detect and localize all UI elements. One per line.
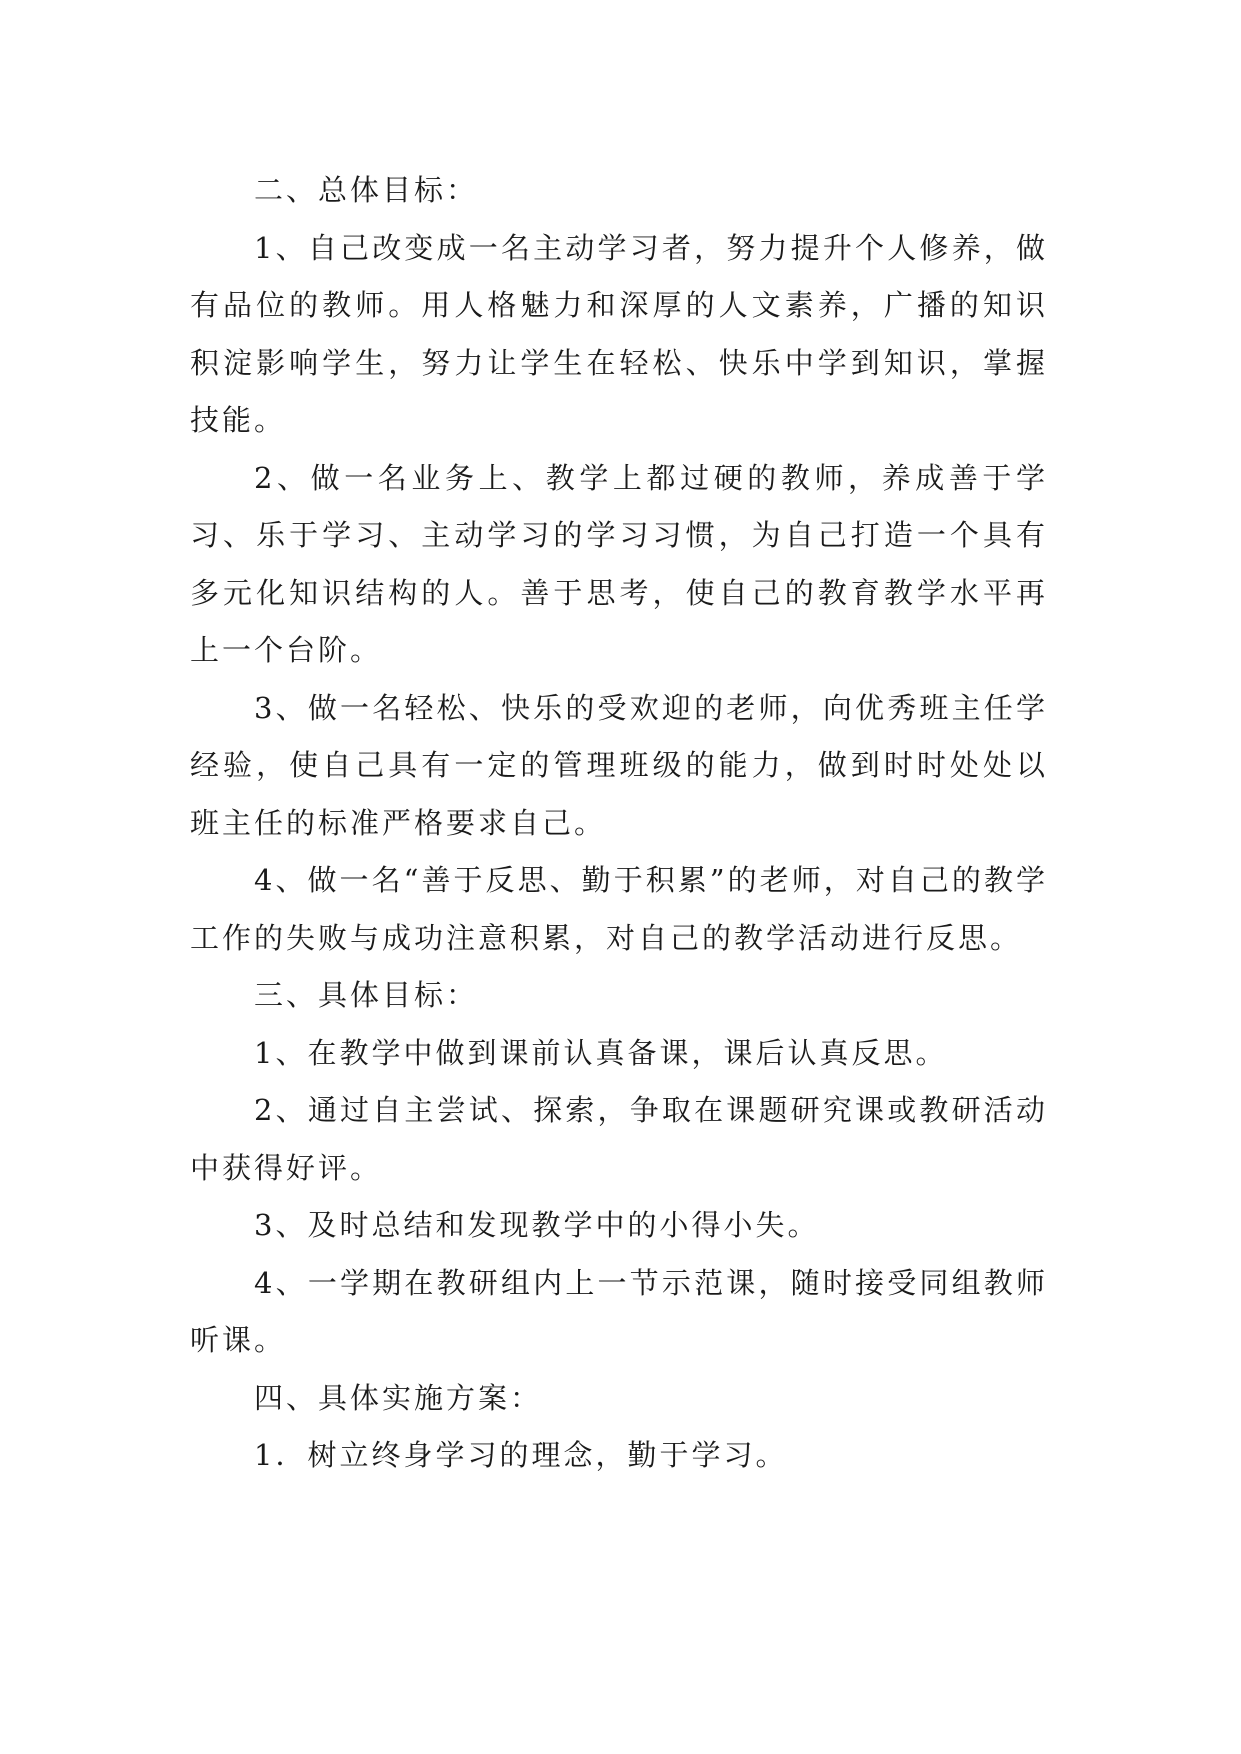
specific-goal-4: 4、一学期在教研组内上一节示范课，随时接受同组教师听课。 <box>190 1265 1048 1357</box>
section-heading-specific-goals: 三、具体目标： <box>254 978 479 1012</box>
implementation-step-1: 1．树立终身学习的理念，勤于学习。 <box>254 1438 788 1472</box>
document-body <box>190 162 1048 1485</box>
overall-goal-3: 3、做一名轻松、快乐的受欢迎的老师，向优秀班主任学经验，使自己具有一定的管理班级的能力，做到时时处处以班主任的标准严格要求自己。 <box>190 690 1048 840</box>
specific-goal-2: 2、通过自主尝试、探索，争取在课题研究课或教研活动中获得好评。 <box>190 1093 1048 1185</box>
specific-goal-3: 3、及时总结和发现教学中的小得小失。 <box>254 1208 820 1242</box>
specific-goal-1: 1、在教学中做到课前认真备课，课后认真反思。 <box>254 1035 948 1070</box>
section-heading-implementation-plan: 四、具体实施方案： <box>254 1380 543 1415</box>
overall-goal-4: 4、做一名“善于反思、勤于积累”的老师，对自己的教学工作的失败与成功注意积累，对自己的教学活动进行反思。 <box>190 863 1048 955</box>
section-heading-overall-goals: 二、总体目标： <box>254 173 479 207</box>
overall-goal-1: 1、自己改变成一名主动学习者，努力提升个人修养，做有品位的教师。用人格魅力和深厚的人文素养，广播的知识积淀影响学生，努力让学生在轻松、快乐中学到知识，掌握技能。 <box>190 230 1048 437</box>
overall-goal-2: 2、做一名业务上、教学上都过硬的教师，养成善于学习、乐于学习、主动学习的学习习惯，为自己打造一个具有多元化知识结构的人。善于思考，使自己的教育教学水平再上一个台阶。 <box>190 460 1048 667</box>
